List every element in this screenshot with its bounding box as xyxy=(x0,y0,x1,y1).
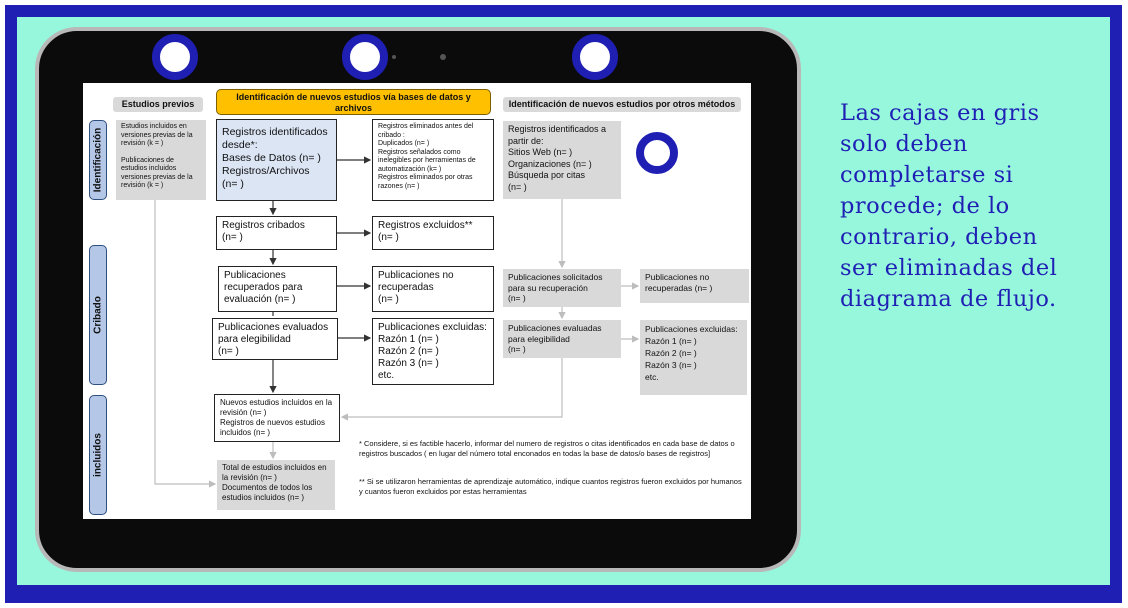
other-reports-assessed-box: Publicaciones evaluadas para elegibilidad (n= ) xyxy=(503,320,621,358)
reports-excluded-box: Publicaciones excluidas: Razón 1 (n= ) Razón 2 (n= ) Razón 3 (n= ) etc. xyxy=(372,318,494,385)
ring-icon xyxy=(152,34,198,80)
records-screened-box: Registros cribados (n= ) xyxy=(216,216,337,250)
reports-assessed-box: Publicaciones evaluados para elegibilidad (n= ) xyxy=(212,318,338,360)
camera-lens-icon xyxy=(440,54,446,60)
reports-not-retrieved-box: Publicaciones no recuperadas (n= ) xyxy=(372,266,494,312)
footnote-1: * Considere, si es factible hacerlo, informar del numero de registros o citas identificados en cada base de datos o registros buscados ( en lugar del número total enconados en todas la base de datos/o bases de registros] xyxy=(359,439,735,458)
other-reports-sought-box: Publicaciones solicitados para su recuperación (n= ) xyxy=(503,269,621,307)
ring-icon xyxy=(572,34,618,80)
phase-included: incluidos xyxy=(89,395,107,515)
reports-sought-box: Publicaciones recuperados para evaluación (n= ) xyxy=(218,266,337,312)
other-reports-not-retrieved-box: Publicaciones no recuperadas (n= ) xyxy=(640,269,749,303)
camera-dot-icon xyxy=(392,55,396,59)
header-databases: Identificación de nuevos estudios vía bases de datos y archivos xyxy=(216,89,491,115)
connector-arrows xyxy=(83,83,751,519)
total-studies-included-box: Total de estudios incluidos en la revisión (n= ) Documentos de todos los estudios incluidos (n= ) xyxy=(217,460,335,510)
new-studies-included-box: Nuevos estudios incluidos en la revisión (n= ) Registros de nuevos estudios incluidos (n= ) xyxy=(214,394,340,442)
other-records-identified-box: Registros identificados a partir de: Sitios Web (n= ) Organizaciones (n= ) Búsqueda por citas (n= ) xyxy=(503,121,621,199)
phase-screening: Cribado xyxy=(89,245,107,385)
previous-studies-box: Estudios incluidos en versiones previas de la revisión (k = ) Publicaciones de estudios incluidos versiones previas de la revisión (k = ) xyxy=(116,120,206,200)
records-identified-box: Registros identificados desde*: Bases de Datos (n= ) Registros/Archivos (n= ) xyxy=(216,119,337,201)
phase-identification: Identificación xyxy=(89,120,107,200)
records-excluded-box: Registros excluidos** (n= ) xyxy=(372,216,494,250)
footnote-2: ** Si se utilizaron herramientas de aprendizaje automático, indique cuantos registros fueron excluidos por humanos y cuantos fueron excluidos por estas herramientas xyxy=(359,477,742,496)
header-other-methods: Identificación de nuevos estudios por otros métodos xyxy=(503,97,741,112)
flow-diagram xyxy=(83,83,751,519)
header-previous-studies: Estudios previos xyxy=(113,97,203,112)
other-reports-excluded-box: Publicaciones excluidas: Razón 1 (n= ) Razón 2 (n= ) Razón 3 (n= ) etc. xyxy=(640,320,747,395)
ring-icon xyxy=(342,34,388,80)
records-removed-box: Registros eliminados antes del cribado : Duplicados (n= ) Registros señalados como inelegibles por herramientas de automatización (k= ) Registros eliminados por otras razones (n= ) xyxy=(372,119,494,201)
caption-text: Las cajas en gris solo deben completarse si procede; de lo contrario, deben ser eliminadas del diagrama de flujo. xyxy=(840,100,1058,312)
